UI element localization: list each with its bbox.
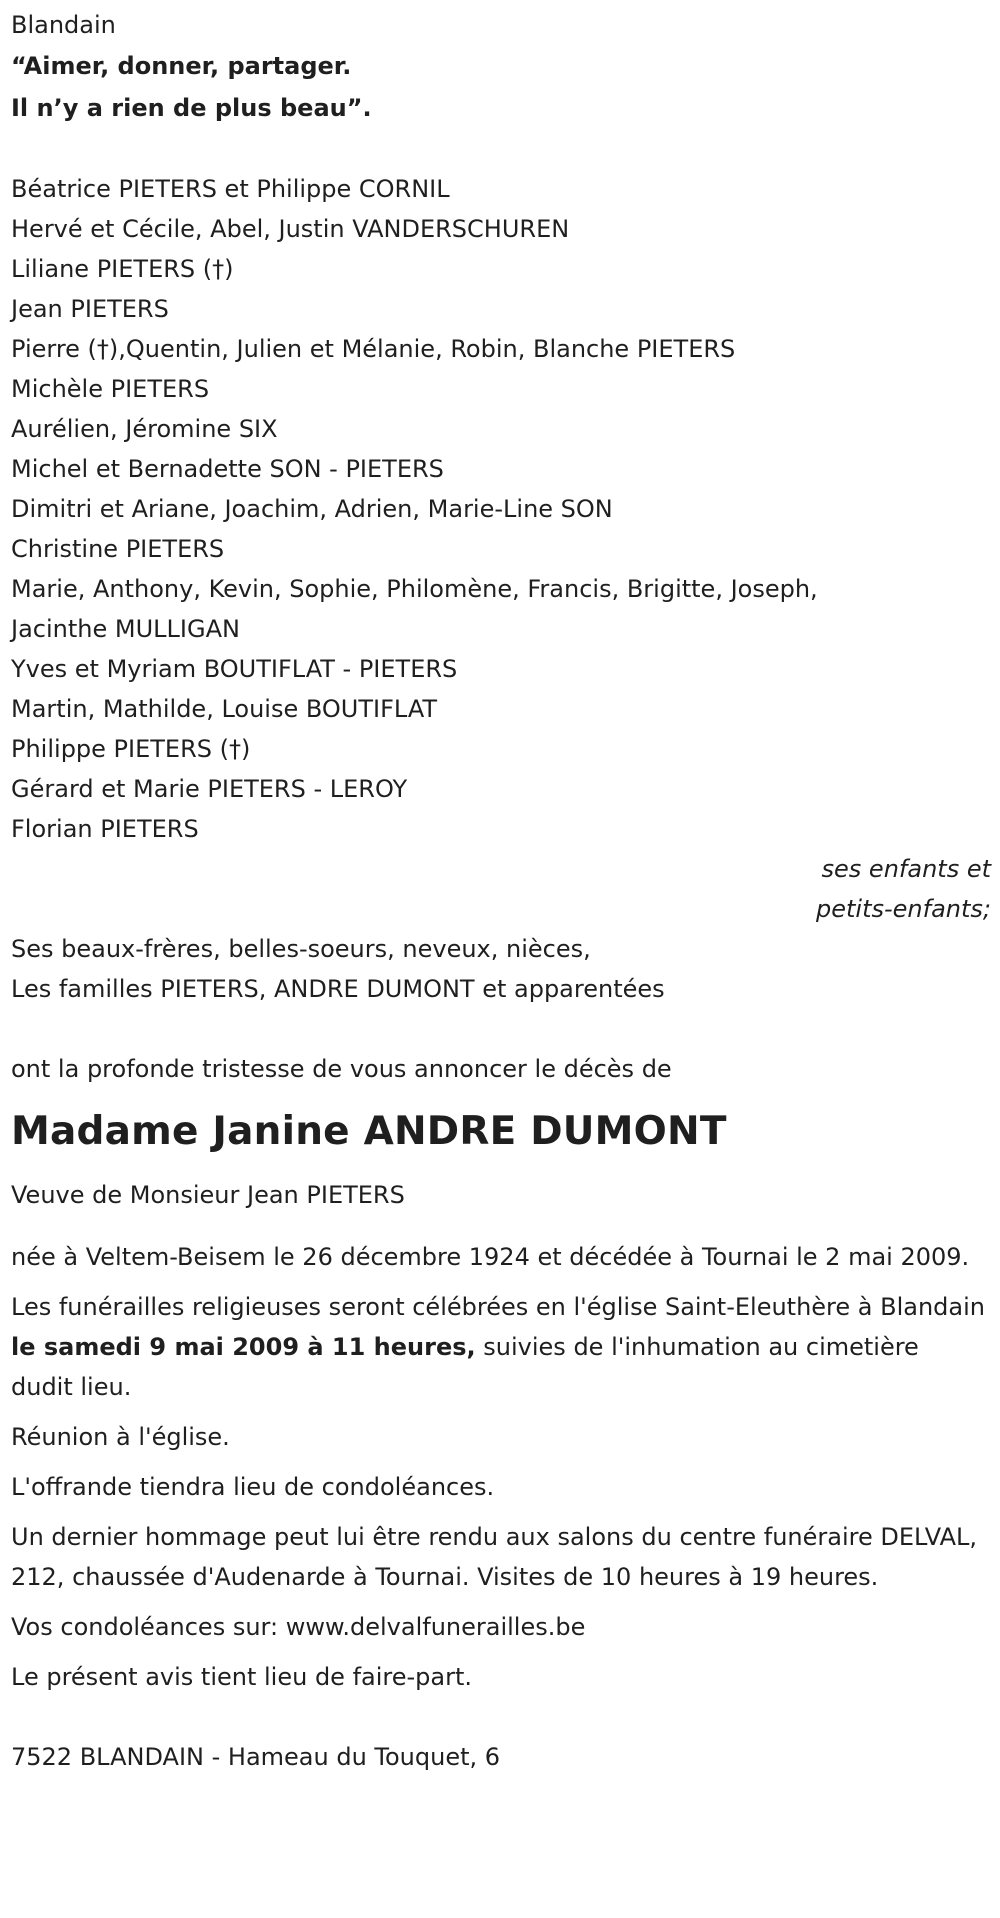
funeral-text-before: Les funérailles religieuses seront célébrées en l'église Saint-Eleuthère à Blandain bbox=[11, 1293, 985, 1321]
relatives-line: Les familles PIETERS, ANDRE DUMONT et apparentées bbox=[11, 975, 665, 1003]
spacer bbox=[11, 1009, 991, 1049]
family-line: Hervé et Cécile, Abel, Justin VANDERSCHUREN bbox=[11, 215, 570, 243]
family-line: Dimitri et Ariane, Joachim, Adrien, Marie-Line SON bbox=[11, 495, 613, 523]
spacer bbox=[11, 129, 991, 169]
family-line: Christine PIETERS bbox=[11, 535, 225, 563]
condolences: Vos condoléances sur: www.delvalfunerailles.be bbox=[11, 1613, 586, 1641]
meeting: Réunion à l'église. bbox=[11, 1423, 230, 1451]
family-line: Michel et Bernadette SON - PIETERS bbox=[11, 455, 444, 483]
funeral-date: le samedi 9 mai 2009 à 11 heures, bbox=[11, 1333, 476, 1361]
family-line: Jacinthe MULLIGAN bbox=[11, 615, 240, 643]
quote-line-2: Il n’y a rien de plus beau”. bbox=[11, 94, 372, 122]
family-line: Marie, Anthony, Kevin, Sophie, Philomène, Francis, Brigitte, Joseph, bbox=[11, 575, 818, 603]
announcement: ont la profonde tristesse de vous annoncer le décès de bbox=[11, 1055, 672, 1083]
funeral-info bbox=[11, 1287, 986, 1407]
family-line: Aurélien, Jéromine SIX bbox=[11, 415, 278, 443]
birth-death: née à Veltem-Beisem le 26 décembre 1924 et décédée à Tournai le 2 mai 2009. bbox=[11, 1243, 970, 1271]
family-note-line-2: petits-enfants; bbox=[816, 895, 991, 923]
family-line: Philippe PIETERS (†) bbox=[11, 735, 251, 763]
funeral-text-after: suivies de l'inhumation au cimetière dudit lieu. bbox=[11, 1333, 919, 1401]
spacer bbox=[11, 1225, 991, 1237]
address: 7522 BLANDAIN - Hameau du Touquet, 6 bbox=[11, 1743, 501, 1771]
widow-of: Veuve de Monsieur Jean PIETERS bbox=[11, 1181, 405, 1209]
header-place: Blandain bbox=[11, 11, 116, 39]
family-note-line-1: ses enfants et bbox=[821, 855, 991, 883]
family-line: Gérard et Marie PIETERS - LEROY bbox=[11, 775, 408, 803]
notice: Le présent avis tient lieu de faire-part. bbox=[11, 1663, 473, 1691]
family-line: Michèle PIETERS bbox=[11, 375, 210, 403]
deceased-name: Madame Janine ANDRE DUMONT bbox=[11, 1109, 727, 1154]
relatives-line: Ses beaux-frères, belles-soeurs, neveux, nièces, bbox=[11, 935, 591, 963]
family-line: Jean PIETERS bbox=[11, 295, 169, 323]
family-line: Béatrice PIETERS et Philippe CORNIL bbox=[11, 175, 450, 203]
tribute: Un dernier hommage peut lui être rendu aux salons du centre funéraire DELVAL, 212, chaussée d'Audenarde à Tournai. Visites de 10 heures à 19 heures. bbox=[11, 1523, 978, 1591]
offering: L'offrande tiendra lieu de condoléances. bbox=[11, 1473, 495, 1501]
spacer bbox=[11, 1707, 991, 1737]
obituary-notice bbox=[11, 5, 991, 1777]
family-list bbox=[11, 169, 991, 849]
family-line: Martin, Mathilde, Louise BOUTIFLAT bbox=[11, 695, 438, 723]
quote-line-1: “Aimer, donner, partager. bbox=[11, 52, 352, 80]
family-line: Pierre (†),Quentin, Julien et Mélanie, Robin, Blanche PIETERS bbox=[11, 335, 736, 363]
family-line: Liliane PIETERS (†) bbox=[11, 255, 234, 283]
family-line: Florian PIETERS bbox=[11, 815, 199, 843]
family-line: Yves et Myriam BOUTIFLAT - PIETERS bbox=[11, 655, 458, 683]
